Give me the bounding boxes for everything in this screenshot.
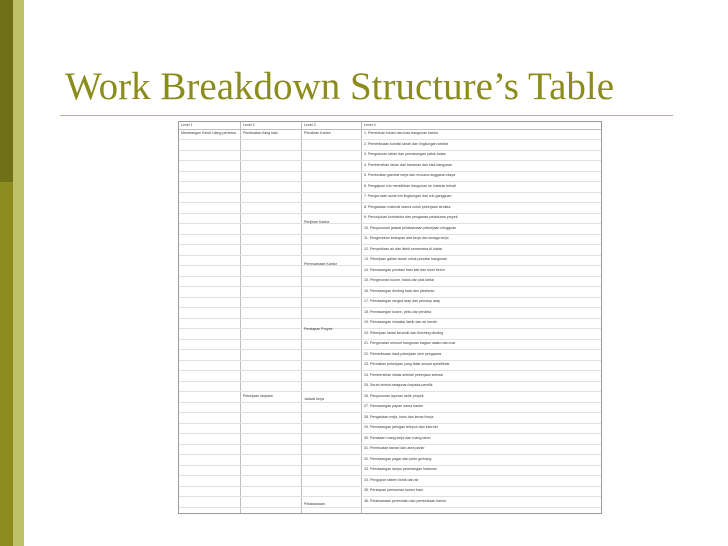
level-4-row: 32. Pemasangan pagar dan pintu gerbang — [364, 456, 432, 461]
row-divider — [179, 328, 601, 329]
level-4-row: 10. Penyusunan jadwal pelaksanaan pekerjaan mingguan — [364, 225, 457, 230]
row-divider — [179, 391, 601, 392]
level-4-row: 21. Pengecatan seluruh bangunan bagian dalam dan luar — [364, 341, 456, 345]
row-divider — [179, 423, 601, 424]
header-divider — [179, 129, 601, 130]
row-divider — [179, 139, 601, 140]
row-divider — [179, 150, 601, 151]
level-4-row: 27. Pemasangan papan nama kantor — [364, 404, 424, 408]
level-4-row: 2. Pemeriksaan kondisi tanah dan lingkungan sekitar — [364, 141, 449, 146]
level-4-row: 23. Perbaikan pekerjaan yang tidak sesuai spesifikasi — [364, 362, 450, 366]
row-divider — [179, 276, 601, 277]
row-divider — [179, 286, 601, 287]
row-divider — [179, 307, 601, 308]
row-divider — [179, 213, 601, 214]
row-divider — [179, 496, 601, 497]
level-4-row: 11. Pengecekan kesiapan alat kerja dan tenaga kerja — [364, 236, 449, 240]
header-level-2: Level 2 — [243, 123, 255, 127]
row-divider — [179, 255, 601, 256]
level-4-row: 16. Pemasangan dinding bata dan plesteran — [364, 288, 435, 293]
level-4-row: 7. Pengurusan surat izin lingkungan dan izin gangguan — [364, 194, 452, 198]
header-level-1: Level 1 — [181, 123, 193, 127]
row-divider — [179, 507, 601, 508]
side-bar-light — [13, 0, 24, 546]
level-2-item: Pembuatan tiang kaki — [243, 131, 278, 135]
level-4-row: 12. Penyediaan air dan listrik sementara di lokasi — [364, 246, 443, 251]
row-divider — [179, 265, 601, 266]
header-level-4: Level 4 — [364, 123, 376, 127]
row-divider — [179, 349, 601, 350]
level-4-row: 30. Penataan ruang kerja dan ruang tamu — [364, 435, 431, 440]
level-4-row: 19. Pemasangan instalasi listrik dan air bersih — [364, 320, 438, 324]
row-divider — [179, 381, 601, 382]
level-4-row: 25. Serah terima bangunan kepada pemilik — [364, 383, 433, 387]
row-divider — [179, 318, 601, 319]
level-1-item: Membangun Ketok Ulang pertama — [181, 131, 236, 135]
level-4-row: 31. Pembuatan taman dan area parkir — [364, 446, 425, 450]
level-4-row: 18. Pemasangan kusen, pintu dan jendela — [364, 309, 432, 314]
row-divider — [179, 433, 601, 434]
title-divider — [60, 115, 673, 116]
row-divider — [179, 202, 601, 203]
level-4-row: 3. Pengukuran lahan dan pemasangan patok batas — [364, 152, 446, 156]
level-4-row: 28. Pengadaan meja, kursi dan lemari kerja — [364, 414, 434, 419]
level-3-item: Pendirian Kantor — [304, 131, 331, 135]
side-bar-accent — [0, 0, 13, 182]
level-4-row: 36. Pelaksanaan peresmian dan pembukaan kantor — [364, 498, 447, 503]
row-divider — [179, 192, 601, 193]
level-3-item: Persiapan Proyek — [304, 327, 333, 331]
row-divider — [179, 412, 601, 413]
level-4-row: 13. Pekerjaan galian tanah untuk pondasi bangunan — [364, 257, 448, 261]
level-4-row: 1. Penentuan lokasi dan luas bangunan kantor — [364, 131, 439, 135]
row-divider — [179, 486, 601, 487]
level-4-row: 17. Pemasangan rangka atap dan penutup atap — [364, 299, 441, 303]
level-4-row: 9. Penunjukan kontraktor dan pengawas pelaksana proyek — [364, 215, 458, 219]
row-divider — [179, 160, 601, 161]
level-4-row: 14. Pemasangan pondasi batu kali dan sloof beton — [364, 267, 445, 272]
level-2-item: Pekerjaan lanjutan — [243, 394, 273, 398]
row-divider — [179, 454, 601, 455]
row-divider — [179, 465, 601, 466]
level-4-row: 20. Pekerjaan lantai keramik dan finishing dinding — [364, 330, 444, 335]
row-divider — [179, 339, 601, 340]
level-4-row: 15. Pengecoran kolom, balok dan plat lantai — [364, 278, 434, 282]
level-4-row: 29. Pemasangan jaringan telepon dan internet — [364, 425, 438, 429]
row-divider — [179, 475, 601, 476]
row-divider — [179, 402, 601, 403]
row-divider — [179, 171, 601, 172]
level-4-row: 35. Persiapan peresmian kantor baru — [364, 488, 424, 492]
row-divider — [179, 181, 601, 182]
level-4-row: 33. Pemasangan lampu penerangan halaman — [364, 467, 437, 471]
row-divider — [179, 223, 601, 224]
slide-title: Work Breakdown Structure’s Table — [65, 65, 615, 108]
row-divider — [179, 444, 601, 445]
row-divider — [179, 360, 601, 361]
level-4-row: 26. Penyusunan laporan akhir proyek — [364, 393, 424, 398]
level-4-row: 8. Pengadaan material utama untuk pekerjaan struktur — [364, 204, 451, 209]
level-4-row: 5. Pembuatan gambar kerja dan rencana anggaran biaya — [364, 173, 456, 177]
level-3-item: Perijinan Kantor — [304, 220, 330, 224]
row-divider — [179, 297, 601, 298]
level-4-row: 6. Pengajuan izin mendirikan bangunan ke instansi terkait — [364, 183, 456, 188]
level-4-row: 24. Pembersihan lokasi setelah pekerjaan selesai — [364, 372, 443, 377]
wbs-table — [178, 121, 602, 514]
level-4-row: 4. Pembersihan lahan dari tanaman dan sisa bangunan — [364, 162, 453, 167]
level-3-item: Perencanaan Kantor — [304, 262, 337, 266]
level-3-item: Jadwal kerja — [304, 397, 324, 401]
level-3-item: Pelaksanaan — [304, 502, 325, 506]
header-level-3: Level 3 — [304, 123, 316, 127]
row-divider — [179, 234, 601, 235]
row-divider — [179, 244, 601, 245]
level-4-row: 34. Pengujian sistem listrik dan air — [364, 477, 419, 482]
level-4-row: 22. Pemeriksaan hasil pekerjaan oleh pengawas — [364, 351, 442, 356]
row-divider — [179, 370, 601, 371]
